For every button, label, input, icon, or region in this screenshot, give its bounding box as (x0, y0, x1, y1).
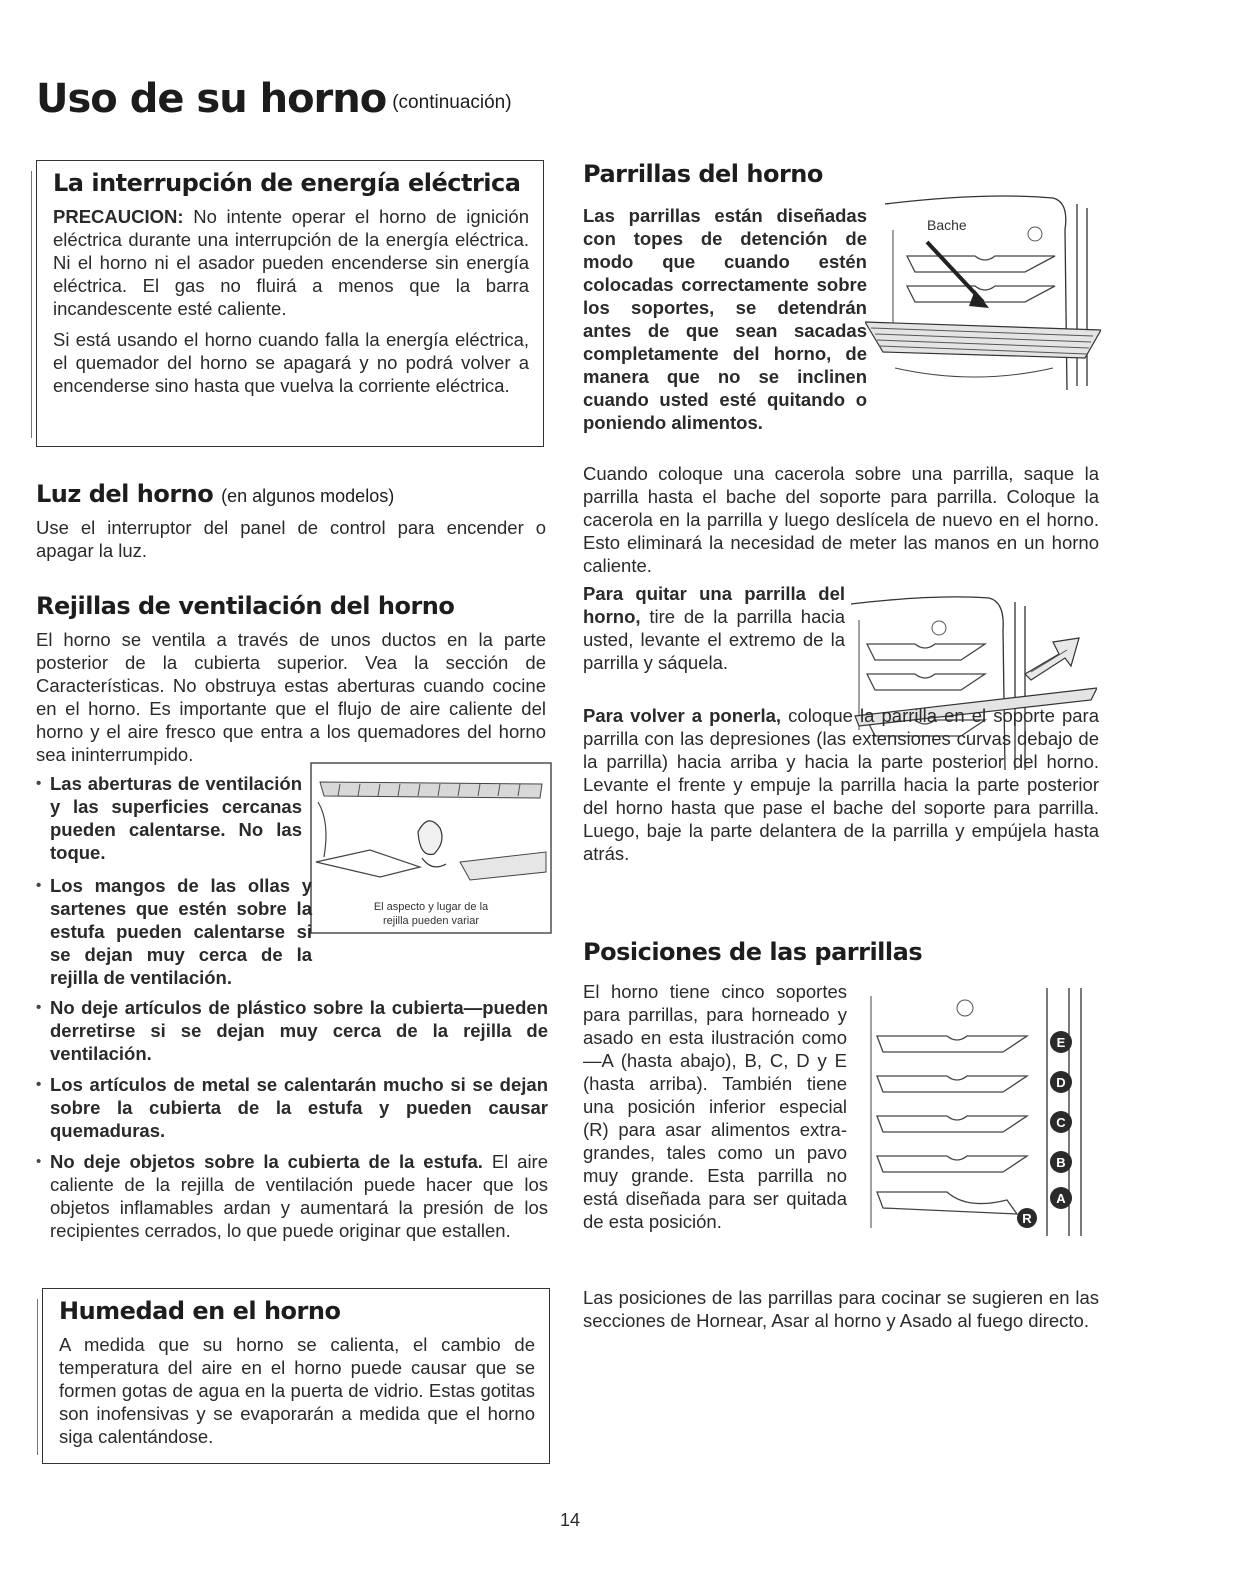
caution-label: PRECAUCION: (53, 206, 184, 227)
vent-caption-line2: rejilla pueden variar (383, 915, 479, 927)
rack-positions-heading: Posiciones de las parrillas (583, 938, 923, 966)
vent-bullet-list-3 (36, 996, 548, 1242)
humidity-heading: Humedad en el horno (59, 1297, 341, 1325)
rack-label-c: C (1056, 1115, 1066, 1130)
bache-label: Bache (927, 217, 967, 233)
vent-bullet-2: • Los mangos de las ollas y sartenes que estén sobre la estufa pueden calentarse si se dejan muy cerca de la rejilla de ventilación. (36, 874, 548, 989)
vent-bullet-5: • No deje objetos sobre la cubierta de la estufa. El aire caliente de la rejilla de ventilación puede hacer que los objetos inflamables ardan y aumentará la presión de los recipientes cerrados, lo que puede originar que estallen. (36, 1150, 548, 1242)
vent-bullet-1: • Las aberturas de ventilación y las superficies cercanas pueden calentarse. No las toque. (36, 772, 302, 864)
rack-label-a: A (1056, 1191, 1066, 1206)
rack-remove-text: Para quitar una parrilla del horno, tire de la parrilla hacia usted, levante el extremo de la parrilla y sáquela. (583, 583, 846, 673)
page-subtitle: (continuación) (392, 92, 512, 113)
oven-racks-para: Cuando coloque una cacerola sobre una parrilla, saque la parrilla hasta el bache del soporte para parrilla. Coloque la cacerola en la parrilla y luego deslícela de nuevo en el horno. Esto eliminará la necesidad de meter las manos en un horno caliente. (583, 463, 1099, 576)
humidity-text: A medida que su horno se calienta, el cambio de temperatura del aire en el horno puede causar que se formen gotas de agua en la puerta de vidrio. Estas gotitas son inofensivas y se evaporarán a medida que el horno siga calentándose. (59, 1334, 535, 1447)
vent-bullet-4: • Los artículos de metal se calentarán mucho si se dejan sobre la cubierta de la estufa y pueden causar quemaduras. (36, 1073, 548, 1142)
rack-positions-footer: Las posiciones de las parrillas para cocinar se sugieren en las secciones de Hornear, Asar al horno y Asado al fuego directo. (583, 1287, 1099, 1331)
rack-label-b: B (1056, 1155, 1066, 1170)
vent-bullet-3: • No deje artículos de plástico sobre la cubierta—pueden derretirse si se dejan muy cerca de la rejilla de ventilación. (36, 996, 548, 1065)
oven-racks-heading: Parrillas del horno (583, 160, 823, 188)
humidity-box (42, 1288, 550, 1464)
vent-bullet-list (36, 772, 548, 864)
oven-light-text: Use el interruptor del panel de control para encender o apagar la luz. (36, 517, 546, 561)
power-outage-box (36, 160, 544, 447)
power-outage-para: Si está usando el horno cuando falla la energía eléctrica, el quemador del horno se apagará y no podrá volver a encenderse sino hasta que vuelva la corriente eléctrica. (53, 329, 529, 396)
page-number: 14 (560, 1510, 581, 1530)
power-outage-heading: La interrupción de energía eléctrica (53, 169, 521, 197)
rack-replace-text: Para volver a ponerla, coloque la parrilla en el soporte para parrilla con las depresiones (las extensiones curvas debajo de la parrilla) hacia arriba y hacia la parte posterior del horno. Levante el frente y empuje la parrilla hacia la parte posterior del horno hasta que pase el bache del soporte para parrilla. Luego, baje la parte delantera de la parrilla y empújela hasta atrás. (583, 705, 1099, 864)
oven-vent-intro: El horno se ventila a través de unos ductos en la parte posterior de la cubierta superior. Vea la sección de Características. No obstruya estas aberturas cuando cocine en el horno. Es importante que el flujo de aire caliente del horno y el aire fresco que entra a los quemadores del horno sea ininterrumpido. (36, 629, 546, 765)
oven-racks-bold-text: Las parrillas están diseñadas con topes de detención de modo que cuando estén colocadas correctamente sobre los soportes, se detendrán antes de que sean sacadas completamente del horno, de manera que no se inclinen cuando usted esté quitando o poniendo alimentos. (583, 205, 867, 433)
oven-light-heading: Luz del horno (en algunos modelos) (36, 480, 395, 508)
rack-label-d: D (1056, 1075, 1066, 1090)
vent-caption-line1: El aspecto y lugar de la (373, 901, 489, 913)
power-outage-caution: PRECAUCION: No intente operar el horno de ignición eléctrica durante una interrupción de la energía eléctrica. Ni el horno ni el asador pueden encenderse sin energía eléctrica. El gas no fluirá a menos que la barra incandescente esté caliente. (53, 206, 529, 319)
page-title: Uso de su horno $^{(continuación)}$ (36, 76, 512, 122)
rack-positions-illustration (857, 978, 1099, 1240)
rack-label-e: E (1056, 1035, 1066, 1050)
oven-light-subheading: (en algunos modelos) (221, 486, 395, 506)
rack-positions-figure (857, 978, 1099, 1240)
rack-stop-illustration (865, 190, 1101, 390)
vent-bullet-list-2 (36, 874, 548, 989)
rack-stop-figure (865, 190, 1101, 390)
oven-vent-heading: Rejillas de ventilación del horno (36, 592, 455, 620)
rack-positions-text: El horno tiene cinco soportes para parrillas, para horneado y asado en esta ilustración como—A (hasta abajo), B, C, D y E (hasta arriba). También tiene una posición inferior especial (R) para asar alimentos extra-grandes, tales como un pavo muy grande. Esta parrilla no está diseñada para ser quitada de esta posición. (583, 981, 847, 1232)
rack-label-r: R (1022, 1211, 1032, 1226)
